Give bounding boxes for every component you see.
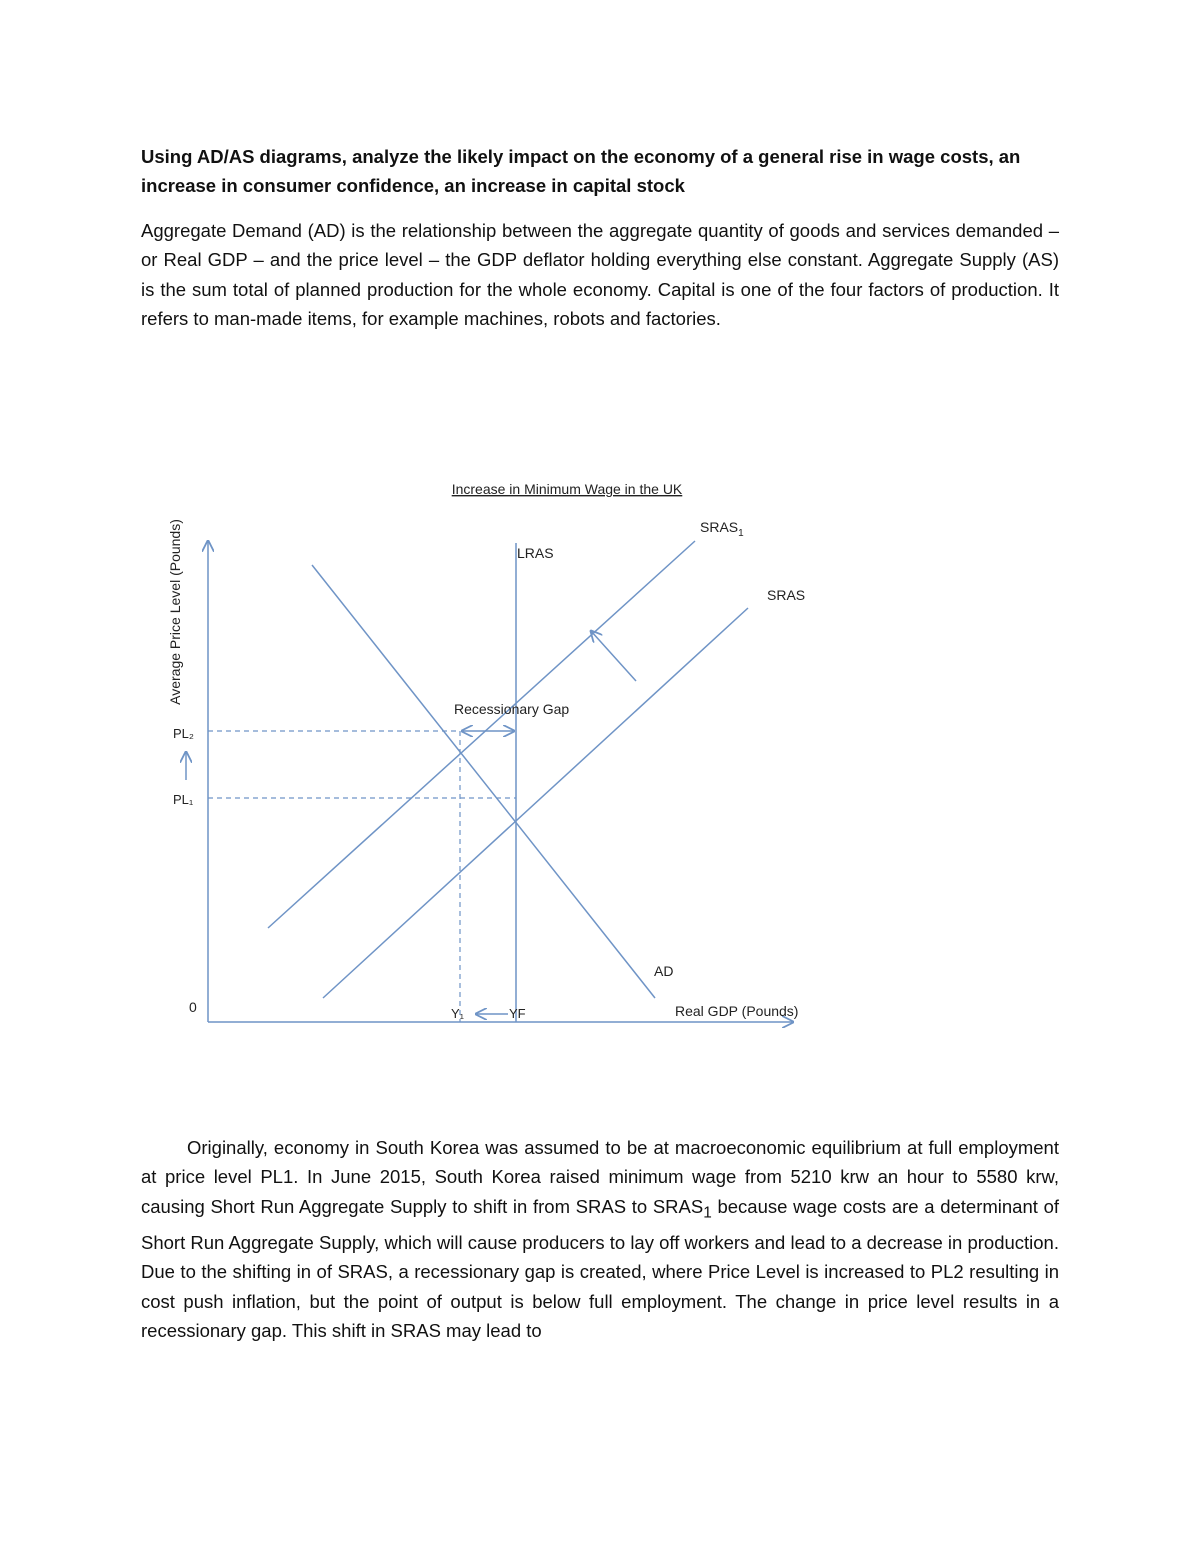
- lras-label: LRAS: [517, 545, 554, 561]
- sras1-subscript: 1: [738, 528, 744, 539]
- x-axis-label: Real GDP (Pounds): [675, 1003, 799, 1019]
- body-subscript: 1: [703, 1204, 712, 1222]
- diagram-title: Increase in Minimum Wage in the UK: [451, 481, 683, 497]
- gap-label: Recessionary Gap: [454, 701, 570, 717]
- body-text-start: Originally, economy in South Korea was assumed to be at macroeconomic equilibrium at full employment at price level PL1. In June 2015, South Korea raised minimum wage from 5210 krw an hour to 5580 krw, causing Short Run Aggregate Supply to shift in from SRAS to SRAS: [141, 1137, 1059, 1217]
- origin-label: 0: [189, 999, 197, 1015]
- sras-line: [323, 608, 748, 998]
- shift-arrow: [591, 631, 636, 681]
- sras-label: SRAS: [767, 587, 806, 603]
- body-paragraph: [141, 1133, 1059, 1346]
- ad-as-diagram: [0, 470, 1200, 1040]
- y-axis-label: Average Price Level (Pounds): [167, 519, 183, 705]
- body-text-end: because wage costs are a determinant of Short Run Aggregate Supply, which will cause producers to lay off workers and lead to a decrease in production. Due to the shifting in of SRAS, a recessionary gap is created, where Price Level is increased to PL2 resulting in cost push inflation, but the point of output is below full employment. The change in price level results in a recessionary gap. This shift in SRAS may lead to: [141, 1195, 1059, 1342]
- sras1-label: $SRAS_1$: [700, 519, 744, 539]
- y1-label: Y₁: [451, 1006, 465, 1021]
- question-heading: Using AD/AS diagrams, analyze the likely impact on the economy of a general rise in wage costs, an increase in consumer confidence, an increase in capital stock: [141, 146, 1021, 196]
- yf-label: YF: [509, 1006, 526, 1021]
- sras1-line: [268, 541, 695, 928]
- intro-paragraph: Aggregate Demand (AD) is the relationship between the aggregate quantity of goods and services demanded – or Real GDP – and the price level – the GDP deflator holding everything else constant. Aggregate Supply (AS) is the sum total of planned production for the whole economy. Capital is one of the four factors of production. It refers to man-made items, for example machines, robots and factories.: [141, 220, 1059, 330]
- pl2-label: PL₂: [173, 726, 194, 741]
- pl1-label: PL₁: [173, 792, 194, 807]
- ad-label: AD: [654, 963, 674, 979]
- ad-line: [312, 565, 655, 998]
